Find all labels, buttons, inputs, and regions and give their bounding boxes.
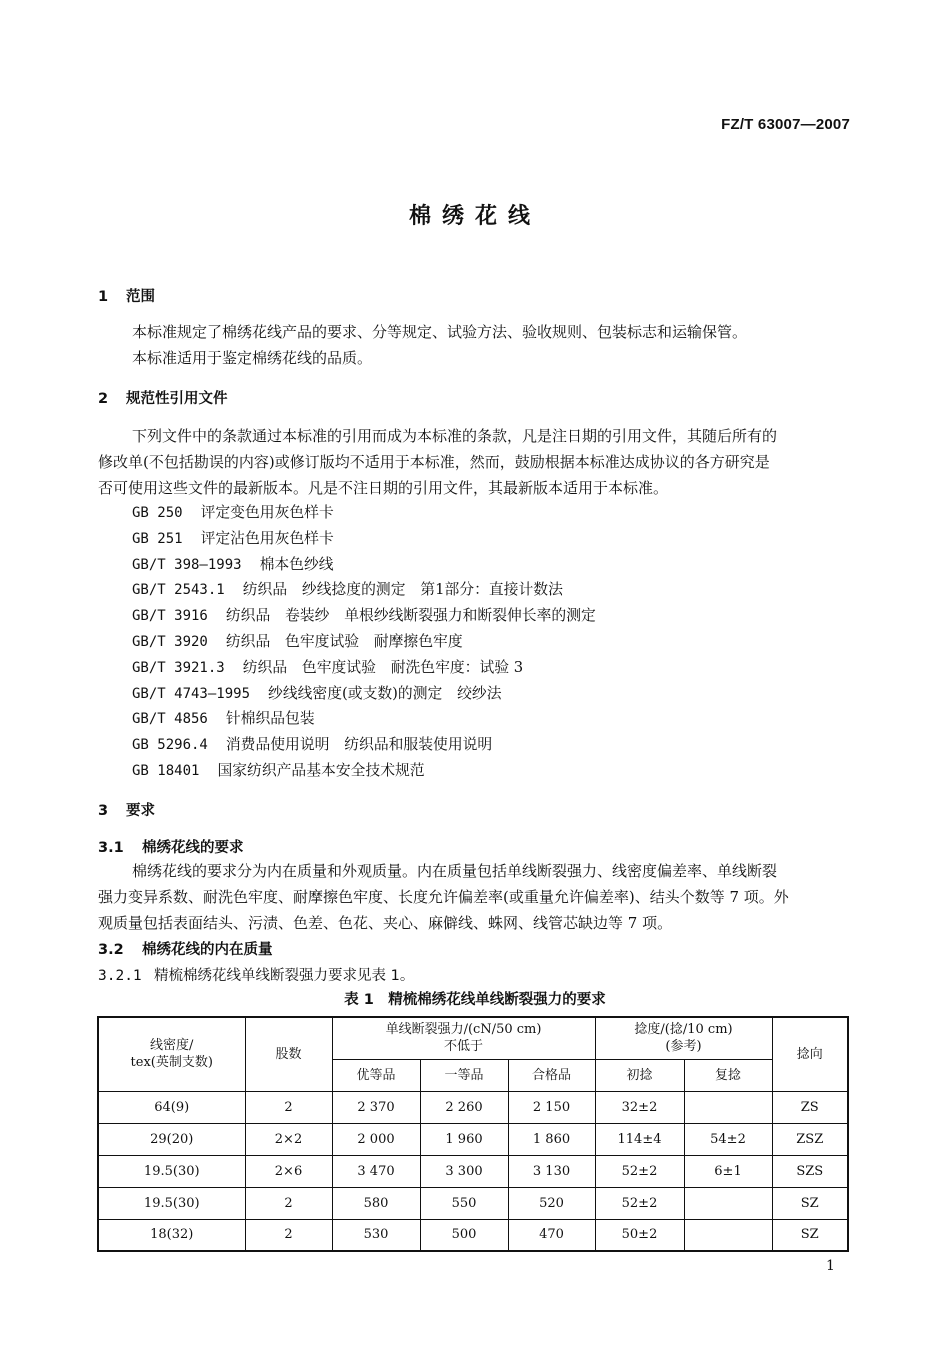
cell-excellent: 3 470	[332, 1155, 420, 1187]
header-twist-final: 复捻	[684, 1059, 772, 1091]
cell-excellent: 2 370	[332, 1091, 420, 1123]
cell-initial: 50±2	[595, 1219, 684, 1251]
header-text: 单线断裂强力/(cN/50 cm)	[385, 1022, 542, 1038]
header-text: 捻度/(捻/10 cm)	[634, 1022, 733, 1038]
reference-list	[132, 500, 596, 784]
cell-plies: 2×6	[245, 1155, 332, 1187]
cell-qualified: 3 130	[508, 1155, 595, 1187]
section-title: 规范性引用文件	[126, 391, 228, 407]
header-text: 线密度/	[150, 1038, 194, 1054]
header-text: (参考)	[665, 1039, 702, 1055]
section-title: 棉绣花线的要求	[142, 840, 244, 856]
reference-code: GB 251	[132, 530, 183, 547]
table-row	[98, 1155, 848, 1187]
paragraph-line: 下列文件中的条款通过本标准的引用而成为本标准的条款，凡是注日期的引用文件，其随后所有的	[132, 427, 778, 445]
table-row	[98, 1091, 848, 1123]
paragraph-line: 否可使用这些文件的最新版本。凡是不注日期的引用文件，其最新版本适用于本标准。	[98, 479, 669, 497]
paragraph-line: 修改单(不包括勘误的内容)或修订版均不适用于本标准，然而，鼓励根据本标准达成协议的各方研究是	[98, 453, 770, 471]
reference-code: GB 250	[132, 505, 183, 521]
cell-final: 54±2	[684, 1123, 772, 1155]
header-twist	[595, 1017, 772, 1059]
section-2-intro	[98, 423, 850, 501]
reference-title: 纺织品 卷装纱 单根纱线断裂强力和断裂伸长率的测定	[225, 607, 596, 625]
cell-excellent: 580	[332, 1187, 420, 1219]
section-number: 3	[98, 803, 109, 819]
cell-qualified: 2 150	[508, 1091, 595, 1123]
reference-code: GB/T 4856	[132, 711, 208, 728]
reference-title: 纺织品 色牢度试验 耐洗色牢度：试验 3	[242, 658, 524, 676]
section-text: 精梳棉绣花线单线断裂强力要求见表 1。	[154, 968, 415, 984]
cell-initial: 52±2	[595, 1155, 684, 1187]
reference-title: 棉本色纱线	[259, 555, 334, 573]
reference-title: 针棉织品包装	[225, 710, 315, 728]
cell-direction: ZS	[772, 1091, 848, 1123]
cell-direction: ZSZ	[772, 1123, 848, 1155]
document-title: 棉绣花线	[408, 204, 541, 229]
table-row	[98, 1187, 848, 1219]
reference-item	[132, 706, 596, 732]
table-row	[98, 1123, 848, 1155]
reference-item	[132, 732, 596, 758]
section-number: 3.1	[98, 840, 124, 856]
header-twist-initial: 初捻	[595, 1059, 684, 1091]
header-twist-direction: 捻向	[772, 1017, 848, 1091]
header-grade-qualified: 合格品	[508, 1059, 595, 1091]
cell-density: 18(32)	[98, 1219, 245, 1251]
header-grade-first: 一等品	[420, 1059, 508, 1091]
paragraph: 本标准适用于鉴定棉绣花线的品质。	[132, 349, 373, 367]
reference-title: 国家纺织产品基本安全技术规范	[217, 761, 425, 779]
section-3-2-1	[98, 964, 414, 985]
reference-title: 纺织品 纱线捻度的测定 第1部分：直接计数法	[242, 581, 563, 599]
header-text: tex(英制支数)	[130, 1055, 213, 1071]
reference-code: GB/T 3916	[132, 608, 208, 625]
cell-qualified: 520	[508, 1187, 595, 1219]
cell-density: 19.5(30)	[98, 1187, 245, 1219]
cell-first: 2 260	[420, 1091, 508, 1123]
cell-plies: 2	[245, 1091, 332, 1123]
cell-excellent: 2 000	[332, 1123, 420, 1155]
cell-qualified: 1 860	[508, 1123, 595, 1155]
cell-final	[684, 1187, 772, 1219]
cell-initial: 32±2	[595, 1091, 684, 1123]
cell-qualified: 470	[508, 1219, 595, 1251]
section-1-heading	[98, 285, 155, 306]
header-density	[98, 1017, 245, 1091]
reference-title: 评定沾色用灰色样卡	[200, 529, 334, 547]
reference-item	[132, 629, 596, 655]
section-3-1-heading	[98, 836, 244, 857]
header-grade-excellent: 优等品	[332, 1059, 420, 1091]
reference-title: 评定变色用灰色样卡	[200, 504, 334, 521]
section-3-heading	[98, 799, 155, 820]
reference-item	[132, 603, 596, 629]
reference-code: GB 5296.4	[132, 737, 208, 754]
reference-title: 纱线线密度(或支数)的测定 绞纱法	[268, 684, 502, 702]
cell-initial: 114±4	[595, 1123, 684, 1155]
section-title: 棉绣花线的内在质量	[142, 942, 273, 958]
reference-code: GB/T 3920	[132, 633, 208, 650]
reference-code: GB/T 3921.3	[132, 659, 225, 676]
cell-first: 1 960	[420, 1123, 508, 1155]
cell-direction: SZS	[772, 1155, 848, 1187]
reference-item	[132, 758, 596, 784]
cell-plies: 2	[245, 1187, 332, 1219]
reference-item	[132, 526, 596, 552]
section-title: 范围	[126, 289, 155, 305]
section-title: 要求	[126, 803, 155, 819]
section-number: 2	[98, 391, 109, 407]
cell-first: 3 300	[420, 1155, 508, 1187]
strength-table	[97, 1016, 849, 1252]
cell-plies: 2	[245, 1219, 332, 1251]
reference-item	[132, 655, 596, 681]
reference-code: GB/T 398—1993	[132, 556, 242, 573]
section-2-heading	[98, 387, 228, 408]
header-text: 不低于	[443, 1039, 483, 1055]
reference-title: 消费品使用说明 纺织品和服装使用说明	[225, 736, 493, 754]
cell-density: 64(9)	[98, 1091, 245, 1123]
page-number: 1	[826, 1258, 835, 1274]
cell-first: 550	[420, 1187, 508, 1219]
section-3-2-heading	[98, 938, 273, 959]
paragraph-line: 观质量包括表面结头、污渍、色差、色花、夹心、麻僻线、蛛网、线管芯缺边等 7 项。	[98, 914, 673, 932]
paragraph-line: 强力变异系数、耐洗色牢度、耐摩擦色牢度、长度允许偏差率(或重量允许偏差率)、结头个数等 7 项。外	[98, 888, 789, 906]
cell-plies: 2×2	[245, 1123, 332, 1155]
table-caption: 表 1 精梳棉绣花线单线断裂强力的要求	[344, 992, 606, 1008]
paragraph-line: 棉绣花线的要求分为内在质量和外观质量。内在质量包括单线断裂强力、线密度偏差率、单线断裂	[132, 862, 778, 880]
cell-final	[684, 1091, 772, 1123]
cell-density: 29(20)	[98, 1123, 245, 1155]
header-plies: 股数	[245, 1017, 332, 1091]
reference-code: GB/T 4743—1995	[132, 685, 251, 702]
cell-final	[684, 1219, 772, 1251]
cell-direction: SZ	[772, 1187, 848, 1219]
cell-density: 19.5(30)	[98, 1155, 245, 1187]
reference-item	[132, 577, 596, 603]
reference-item	[132, 681, 596, 707]
section-number: 3.2	[98, 942, 124, 958]
paragraph: 本标准规定了棉绣花线产品的要求、分等规定、试验方法、验收规则、包装标志和运输保管。	[132, 323, 748, 341]
table-row	[98, 1219, 848, 1251]
section-number: 3.2.1	[98, 968, 142, 984]
cell-direction: SZ	[772, 1219, 848, 1251]
reference-item	[132, 552, 596, 578]
cell-excellent: 530	[332, 1219, 420, 1251]
section-1-body	[98, 319, 850, 371]
cell-initial: 52±2	[595, 1187, 684, 1219]
cell-first: 500	[420, 1219, 508, 1251]
header-strength	[332, 1017, 595, 1059]
reference-title: 纺织品 色牢度试验 耐摩擦色牢度	[225, 632, 463, 650]
section-number: 1	[98, 289, 109, 305]
reference-code: GB/T 2543.1	[132, 582, 225, 599]
section-3-1-body	[98, 858, 850, 936]
reference-code: GB 18401	[132, 762, 200, 779]
cell-final: 6±1	[684, 1155, 772, 1187]
standard-code: FZ/T 63007—2007	[721, 116, 850, 133]
reference-item	[132, 500, 596, 526]
